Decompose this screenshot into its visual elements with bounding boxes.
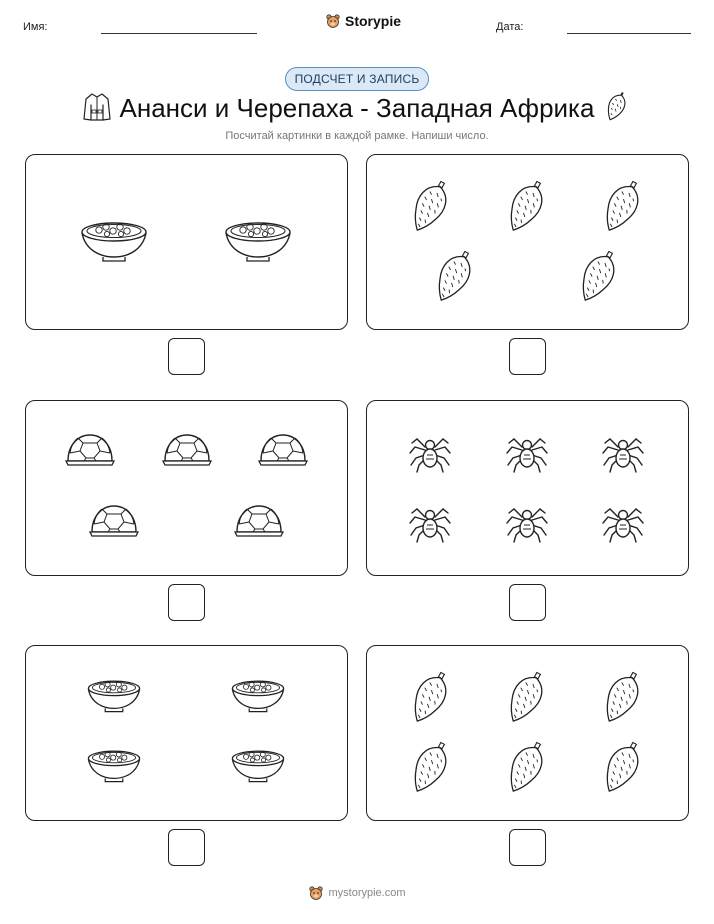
turtle-shell-icon <box>88 502 140 540</box>
turtle-shell-icon <box>161 431 213 469</box>
spider-icon <box>407 429 453 475</box>
answer-box-5[interactable] <box>168 829 205 866</box>
footer-link[interactable]: mystorypie.com <box>328 887 406 899</box>
answer-box-4[interactable] <box>509 584 546 621</box>
yam-icon <box>603 91 629 123</box>
name-line[interactable] <box>101 33 257 34</box>
answer-box-1[interactable] <box>168 338 205 375</box>
yam-icon <box>596 740 646 798</box>
spider-icon <box>504 499 550 545</box>
instructions: Посчитай картинки в каждой рамке. Напиши число. <box>225 130 489 142</box>
yam-icon <box>428 249 478 307</box>
yam-icon <box>596 179 646 237</box>
counting-frame-bowls-2 <box>25 645 348 821</box>
counting-frame-yams-2 <box>366 645 689 821</box>
activity-badge: ПОДСЧЕТ И ЗАПИСЬ <box>285 67 429 91</box>
answer-box-6[interactable] <box>509 829 546 866</box>
yam-icon <box>404 179 454 237</box>
bowl-icon <box>86 744 142 784</box>
bowl-icon <box>79 215 149 263</box>
bowl-icon <box>230 674 286 714</box>
counting-frame-bowls-1 <box>25 154 348 330</box>
bowl-icon <box>86 674 142 714</box>
brand-name: Storypie <box>345 13 402 29</box>
yam-icon <box>500 740 550 798</box>
yam-icon <box>500 670 550 728</box>
counting-frame-yams-1 <box>366 154 689 330</box>
page-title: Ананси и Черепаха - Западная Африка <box>119 93 595 123</box>
bowl-icon <box>223 215 293 263</box>
name-label: Имя: <box>23 21 48 33</box>
turtle-shell-icon <box>233 502 285 540</box>
answer-box-2[interactable] <box>509 338 546 375</box>
yam-icon <box>572 249 622 307</box>
counting-frame-turtles <box>25 400 348 576</box>
footer <box>0 885 714 901</box>
turtle-shell-icon <box>257 431 309 469</box>
brand-logo <box>325 13 401 29</box>
yam-icon <box>404 740 454 798</box>
bowl-icon <box>230 744 286 784</box>
date-line[interactable] <box>567 33 691 34</box>
spider-icon <box>600 429 646 475</box>
answer-box-3[interactable] <box>168 584 205 621</box>
spider-icon <box>600 499 646 545</box>
bear-icon <box>308 885 324 901</box>
yam-icon <box>596 670 646 728</box>
date-label: Дата: <box>496 21 524 33</box>
bear-icon <box>325 13 341 29</box>
yam-icon <box>404 670 454 728</box>
counting-frame-spiders <box>366 400 689 576</box>
turtle-shell-icon <box>64 431 116 469</box>
yam-icon <box>500 179 550 237</box>
spider-icon <box>407 499 453 545</box>
spider-icon <box>504 429 550 475</box>
